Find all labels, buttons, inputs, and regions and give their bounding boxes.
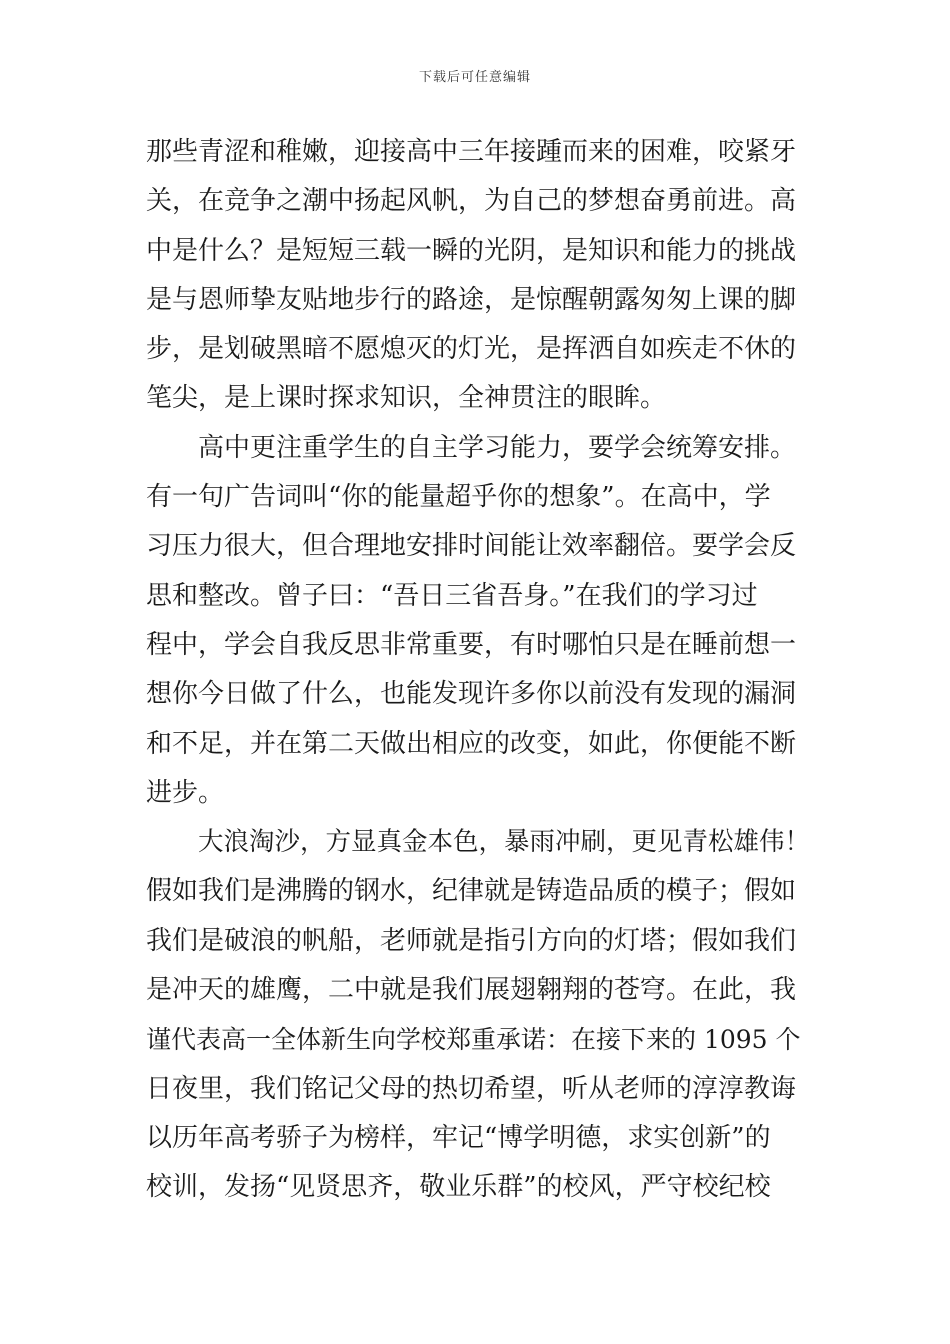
text-line: 步，是划破黑暗不愿熄灭的灯光，是挥洒自如疾走不休的 [146, 334, 797, 365]
text-line: 是冲天的雄鹰，二中就是我们展翅翱翔的苍穹。在此，我 [146, 975, 797, 1006]
text-line: 程中，学会自我反思非常重要，有时哪怕只是在睡前想一 [146, 629, 797, 660]
text-line: 假如我们是沸腾的钢水，纪律就是铸造品质的模子；假如 [146, 876, 797, 907]
text-line: 想你今日做了什么，也能发现许多你以前没有发现的漏洞 [146, 679, 797, 710]
text-line: 我们是破浪的帆船，老师就是指引方向的灯塔；假如我们 [146, 925, 797, 956]
text-line: 有一句广告词叫“你的能量超乎你的想象”。在高中，学 [146, 482, 771, 513]
text-line: 中是什么？是短短三载一瞬的光阴，是知识和能力的挑战 [146, 235, 797, 266]
text-line: 校训，发扬“见贤思齐，敬业乐群”的校风，严守校纪校 [146, 1172, 771, 1203]
document-body [146, 128, 810, 1213]
text-line: 进步。 [146, 777, 225, 808]
text-line: 以历年高考骄子为榜样，牢记“博学明德，求实创新”的 [146, 1122, 771, 1153]
text-line: 笔尖，是上课时探求知识，全神贯注的眼眸。 [146, 383, 667, 414]
text-line: 和不足，并在第二天做出相应的改变，如此，你便能不断 [146, 728, 797, 759]
page-header: 下载后可任意编辑 [418, 70, 531, 85]
text-line: 大浪淘沙，方显真金本色，暴雨冲刷，更见青松雄伟！ [198, 827, 810, 858]
text-line: 那些青涩和稚嫩，迎接高中三年接踵而来的困难，咬紧牙 [146, 137, 797, 167]
text-line: 谨代表高一全体新生向学校郑重承诺：在接下来的 1095 个 [146, 1025, 801, 1055]
text-line: 关，在竞争之潮中扬起风帆，为自己的梦想奋勇前进。高 [146, 186, 797, 217]
text-line: 高中更注重学生的自主学习能力，要学会统筹安排。 [198, 432, 797, 463]
text-line: 习压力很大，但合理地安排时间能让效率翻倍。要学会反 [146, 531, 797, 562]
text-line: 思和整改。曾子曰：“吾日三省吾身。”在我们的学习过 [146, 580, 758, 611]
text-line: 日夜里，我们铭记父母的热切希望，听从老师的淳淳教诲 [146, 1073, 797, 1104]
text-line: 是与恩师挚友贴地步行的路途，是惊醒朝露匆匆上课的脚 [146, 284, 797, 315]
